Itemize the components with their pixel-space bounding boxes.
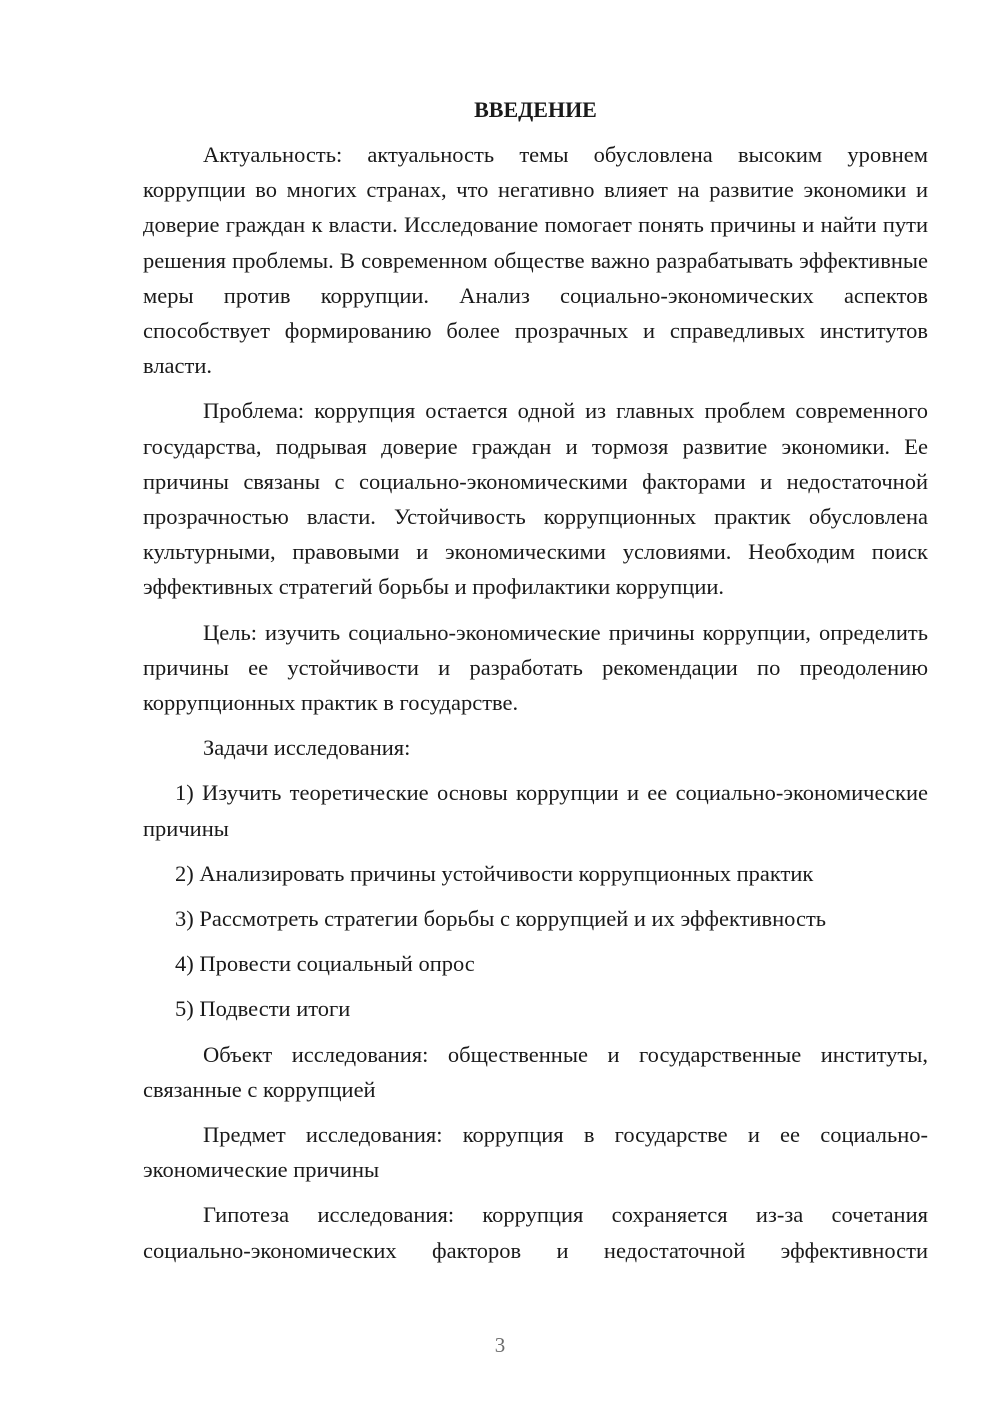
paragraph-problem: Проблема: коррупция остается одной из главных проблем современного государства, подрывая доверие граждан и тормозя развитие экономики. Ее причины связаны с социально-экономическими факторами и недостаточной прозрачностью власти. Устойчивость коррупционных практик обусловлена культурными, правовыми и экономическими условиями. Необходим поиск эффективных стратегий борьбы и профилактики коррупции. (143, 398, 928, 600)
task-item-5: 5) Подвести итоги (175, 996, 351, 1022)
document-page (143, 92, 928, 1278)
task-item-1: 1) Изучить теоретические основы коррупции и ее социально-экономические причины (143, 780, 928, 841)
paragraph-object: Объект исследования: общественные и государственные институты, связанные с коррупцией (143, 1041, 928, 1102)
task-item-2: 2) Анализировать причины устойчивости коррупционных практик (175, 860, 814, 886)
task-item-3: 3) Рассмотреть стратегии борьбы с коррупцией и их эффективность (175, 906, 827, 932)
tasks-heading: Задачи исследования: (203, 735, 411, 761)
paragraph-relevance: Актуальность: актуальность темы обусловлена высоким уровнем коррупции во многих странах, что негативно влияет на развитие экономики и доверие граждан к власти. Исследование помогает понять причины и найти пути решения проблемы. В современном обществе важно разрабатывать эффективные меры против коррупции. Анализ социально-экономических аспектов способствует формированию более прозрачных и справедливых институтов власти. (143, 142, 928, 379)
page-number: 3 (494, 1333, 506, 1357)
task-item-4: 4) Провести социальный опрос (175, 951, 475, 977)
paragraph-goal: Цель: изучить социально-экономические причины коррупции, определить причины ее устойчивости и разработать рекомендации по преодолению коррупционных практик в государстве. (143, 619, 928, 716)
section-title: ВВЕДЕНИЕ (474, 97, 597, 122)
paragraph-subject: Предмет исследования: коррупция в государстве и ее социально-экономические причины (143, 1122, 928, 1183)
paragraph-hypothesis: Гипотеза исследования: коррупция сохраняется из-за сочетания социально-экономических факторов и недостаточной эффективности (143, 1202, 928, 1263)
